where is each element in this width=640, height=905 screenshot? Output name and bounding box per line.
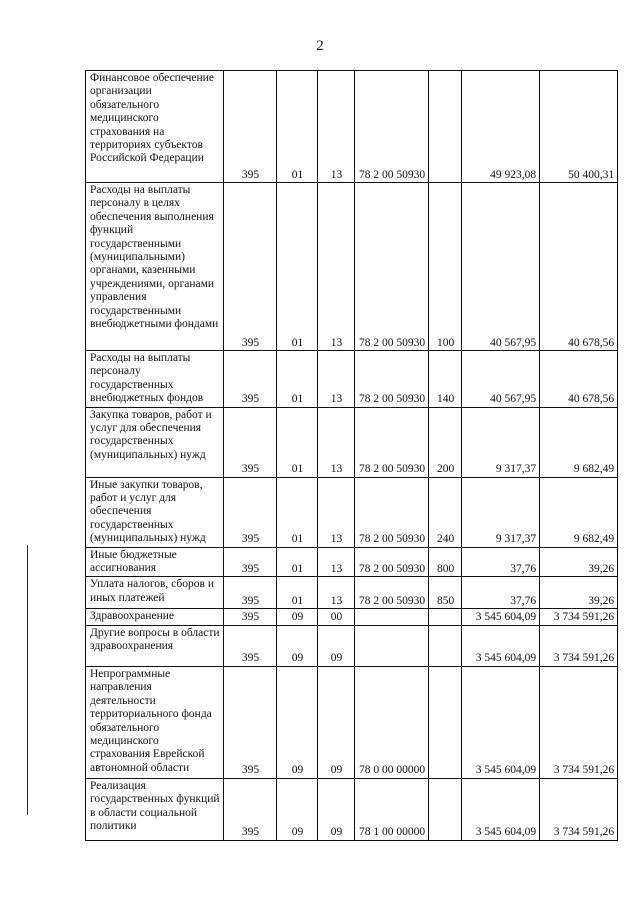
cell-vr: 240 [429, 477, 462, 547]
cell-s1: 3 545 604,09 [462, 609, 540, 625]
cell-vr [429, 71, 462, 183]
cell-vr: 800 [429, 547, 462, 577]
cell-csr: 78 0 00 00000 [355, 666, 429, 778]
cell-s2: 3 734 591,26 [540, 666, 618, 778]
cell-s2: 9 682,49 [540, 407, 618, 477]
cell-csr: 78 2 00 50930 [355, 477, 429, 547]
row-name: Иные бюджетные ассигнования [86, 547, 224, 577]
cell-rz: 09 [277, 609, 318, 625]
cell-s1: 40 567,95 [462, 183, 540, 351]
row-name: Реализация государственных функций в области социальной политики [86, 778, 224, 840]
cell-csr: 78 1 00 00000 [355, 778, 429, 840]
table-row [86, 778, 618, 840]
cell-s1: 3 545 604,09 [462, 666, 540, 778]
cell-rz: 01 [277, 477, 318, 547]
cell-gr: 395 [224, 477, 277, 547]
table-row [86, 351, 618, 408]
row-name: Финансовое обеспечение организации обязательного медицинского страхования на территориях субъектов Российской Федерации [86, 71, 224, 183]
cell-pr: 00 [318, 609, 355, 625]
page-number: 2 [316, 38, 324, 54]
row-name: Другие вопросы в области здравоохранения [86, 625, 224, 666]
cell-vr [429, 778, 462, 840]
cell-s2: 3 734 591,26 [540, 609, 618, 625]
cell-rz: 01 [277, 577, 318, 609]
cell-rz: 09 [277, 625, 318, 666]
cell-gr: 395 [224, 407, 277, 477]
cell-pr: 13 [318, 407, 355, 477]
cell-gr: 395 [224, 351, 277, 408]
cell-pr: 13 [318, 71, 355, 183]
cell-s2: 39,26 [540, 547, 618, 577]
row-name: Закупка товаров, работ и услуг для обеспечения государственных (муниципальных) нужд [86, 407, 224, 477]
cell-gr: 395 [224, 71, 277, 183]
cell-gr: 395 [224, 625, 277, 666]
row-name: Уплата налогов, сборов и иных платежей [86, 577, 224, 609]
cell-pr: 09 [318, 778, 355, 840]
cell-gr: 395 [224, 577, 277, 609]
row-name: Здравоохранение [86, 609, 224, 625]
cell-vr [429, 666, 462, 778]
cell-s1: 37,76 [462, 547, 540, 577]
cell-pr: 13 [318, 477, 355, 547]
table-row [86, 547, 618, 577]
cell-gr: 395 [224, 609, 277, 625]
cell-rz: 01 [277, 547, 318, 577]
cell-s1: 3 545 604,09 [462, 625, 540, 666]
cell-s1: 40 567,95 [462, 351, 540, 408]
cell-csr: 78 2 00 50930 [355, 577, 429, 609]
cell-pr: 13 [318, 577, 355, 609]
cell-s1: 3 545 604,09 [462, 778, 540, 840]
cell-s2: 3 734 591,26 [540, 778, 618, 840]
cell-gr: 395 [224, 778, 277, 840]
cell-csr: 78 2 00 50930 [355, 183, 429, 351]
cell-vr [429, 609, 462, 625]
table-row [86, 407, 618, 477]
cell-vr: 140 [429, 351, 462, 408]
cell-s2: 9 682,49 [540, 477, 618, 547]
cell-csr: 78 2 00 50930 [355, 351, 429, 408]
cell-s1: 37,76 [462, 577, 540, 609]
cell-vr: 850 [429, 577, 462, 609]
budget-table [85, 70, 618, 841]
cell-vr: 100 [429, 183, 462, 351]
cell-s1: 9 317,37 [462, 477, 540, 547]
cell-pr: 13 [318, 351, 355, 408]
cell-rz: 09 [277, 778, 318, 840]
cell-csr: 78 2 00 50930 [355, 71, 429, 183]
row-name: Иные закупки товаров, работ и услуг для обеспечения государственных (муниципальных) нужд [86, 477, 224, 547]
cell-pr: 09 [318, 625, 355, 666]
table-row [86, 183, 618, 351]
cell-pr: 09 [318, 666, 355, 778]
cell-gr: 395 [224, 183, 277, 351]
cell-csr [355, 609, 429, 625]
row-name: Расходы на выплаты персоналу государственных внебюджетных фондов [86, 351, 224, 408]
cell-s2: 50 400,31 [540, 71, 618, 183]
table-row [86, 625, 618, 666]
cell-s2: 39,26 [540, 577, 618, 609]
cell-rz: 01 [277, 407, 318, 477]
cell-s2: 40 678,56 [540, 351, 618, 408]
cell-s1: 49 923,08 [462, 71, 540, 183]
cell-gr: 395 [224, 666, 277, 778]
row-name: Расходы на выплаты персоналу в целях обеспечения выполнения функций государственными (муниципальными) органами, казенными учреждениями, органами управления государственными внебюджетными фондами [86, 183, 224, 351]
row-name: Непрограммные направления деятельности территориального фонда обязательного медицинского страхования Еврейской автономной области [86, 666, 224, 778]
cell-rz: 01 [277, 71, 318, 183]
cell-pr: 13 [318, 183, 355, 351]
margin-line [27, 545, 28, 815]
cell-vr [429, 625, 462, 666]
cell-csr: 78 2 00 50930 [355, 547, 429, 577]
cell-s1: 9 317,37 [462, 407, 540, 477]
cell-rz: 09 [277, 666, 318, 778]
table-row [86, 609, 618, 625]
cell-rz: 01 [277, 183, 318, 351]
cell-csr [355, 625, 429, 666]
table-row [86, 666, 618, 778]
cell-pr: 13 [318, 547, 355, 577]
table-row [86, 577, 618, 609]
table-row [86, 477, 618, 547]
cell-s2: 40 678,56 [540, 183, 618, 351]
cell-s2: 3 734 591,26 [540, 625, 618, 666]
cell-vr: 200 [429, 407, 462, 477]
table-row [86, 71, 618, 183]
cell-csr: 78 2 00 50930 [355, 407, 429, 477]
cell-gr: 395 [224, 547, 277, 577]
cell-rz: 01 [277, 351, 318, 408]
